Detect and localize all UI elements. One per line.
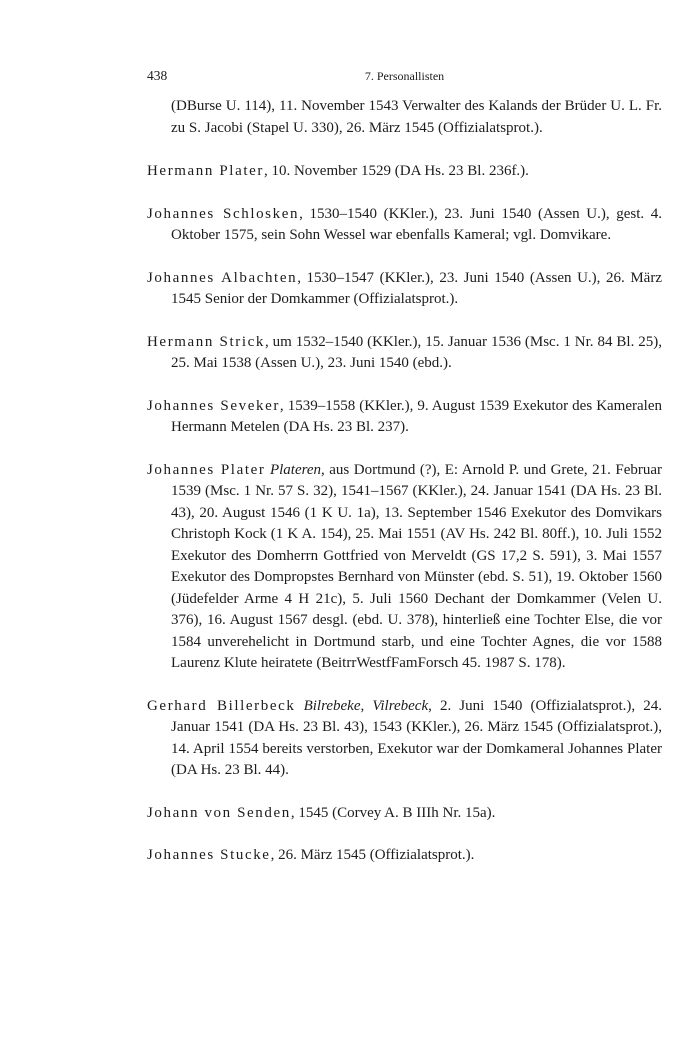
entry-gerhard-billerbeck — [147, 696, 662, 782]
entry-name: Johannes Schlosken — [147, 205, 300, 222]
entry-johannes-seveker — [147, 396, 662, 439]
entry-hermann-plater — [147, 161, 662, 183]
entry-name: Johannes Stucke — [147, 847, 271, 863]
page-number: 438 — [147, 68, 168, 83]
entry-text: , aus Dortmund (?), E: Arnold P. und Grete, 21. Februar 1539 (Msc. 1 Nr. 57 S. 32), 1541–1567 (KKler.), 24. Januar 1541 (DA Hs. 23 Bl. 43), 20. August 1546 (1 K U. 1a), 13. September 1546 Exekutor des Domvikars Christoph Kock (1 K A. 154), 25. Mai 1551 (AV Hs. 242 Bl. 80ff.), 10. Juli 1552 Exekutor des Domherrn Gottfried von Merveldt (GS 17,2 S. 591), 3. Mai 1557 Exekutor des Dompropstes Bernhard von Münster (ebd. S. 51), 19. Oktober 1560 (Jüdefelder Arme 4 H 21c), 5. Juli 1560 Dechant der Domkammer (Velen U. 376), 16. August 1567 desgl. (ebd. U. 378), hinterließ eine Tochter Else, die vor 1584 unverehelicht in Dortmund starb, und eine Tochter Agnes, die vor 1588 Laurenz Klute heiratete (BeitrrWestfFamForsch 45. 1987 S. 178). — [171, 461, 663, 671]
continuation-paragraph: (DBurse U. 114), 11. November 1543 Verwalter des Kalands der Brüder U. L. Fr. zu S. Jacobi (Stapel U. 330), 26. März 1545 (Offizialatsprot.). — [171, 98, 662, 136]
entry-name: Johannes Seveker — [147, 397, 280, 414]
entry-text: , 2. Juni 1540 (Offizialatsprot.), 24. Januar 1541 (DA Hs. 23 Bl. 43), 1543 (KKler.), 26. März 1545 (Offizialatsprot.), 14. April 1554 bereits verstorben, Exekutor war der Domkameral Johannes Plater (DA Hs. 23 Bl. 44). — [171, 697, 662, 778]
entry-name: Johannes Albachten — [147, 269, 298, 286]
entry-johannes-stucke — [147, 845, 662, 867]
entry-johann-von-senden — [147, 803, 662, 825]
entry-name-variant: Bilrebeke, Vilrebeck — [295, 697, 429, 714]
entry-text: , 10. November 1529 (DA Hs. 23 Bl. 236f.). — [263, 163, 529, 179]
entry-text: , 1539–1558 (KKler.), 9. August 1539 Exekutor des Kameralen Hermann Metelen (DA Hs. 23 Bl. 237). — [171, 397, 662, 435]
entry-hermann-strick — [147, 332, 662, 375]
entry-johannes-plater — [147, 460, 662, 675]
entry-name: Hermann Plater — [147, 163, 264, 179]
entry-text: , 1530–1547 (KKler.), 23. Juni 1540 (Assen U.), 26. März 1545 Senior der Domkammer (Offizialatsprot.). — [171, 269, 662, 307]
entry-johannes-schlosken — [147, 204, 662, 247]
entry-name: Johannes Plater — [147, 461, 266, 478]
entry-name-variant: Plateren — [265, 461, 322, 478]
entry-name: Johann von Senden — [147, 804, 291, 821]
entry-name: Gerhard Billerbeck — [147, 697, 296, 714]
entry-name: Hermann Strick — [147, 333, 265, 350]
text-body — [147, 96, 662, 888]
entry-text: , 1530–1540 (KKler.), 23. Juni 1540 (Assen U.), gest. 4. Oktober 1575, sein Sohn Wessel war ebenfalls Kameral; vgl. Domvikare. — [171, 205, 662, 243]
entry-text: , 26. März 1545 (Offizialatsprot.). — [270, 847, 475, 863]
running-head: 7. Personallisten — [364, 69, 445, 83]
entry-johannes-albachten — [147, 268, 662, 311]
entry-text: , um 1532–1540 (KKler.), 15. Januar 1536 (Msc. 1 Nr. 84 Bl. 25), 25. Mai 1538 (Assen U.), 23. Juni 1540 (ebd.). — [171, 333, 662, 371]
page-header — [147, 66, 662, 86]
entry-text: , 1545 (Corvey A. B IIIh Nr. 15a). — [290, 804, 496, 821]
